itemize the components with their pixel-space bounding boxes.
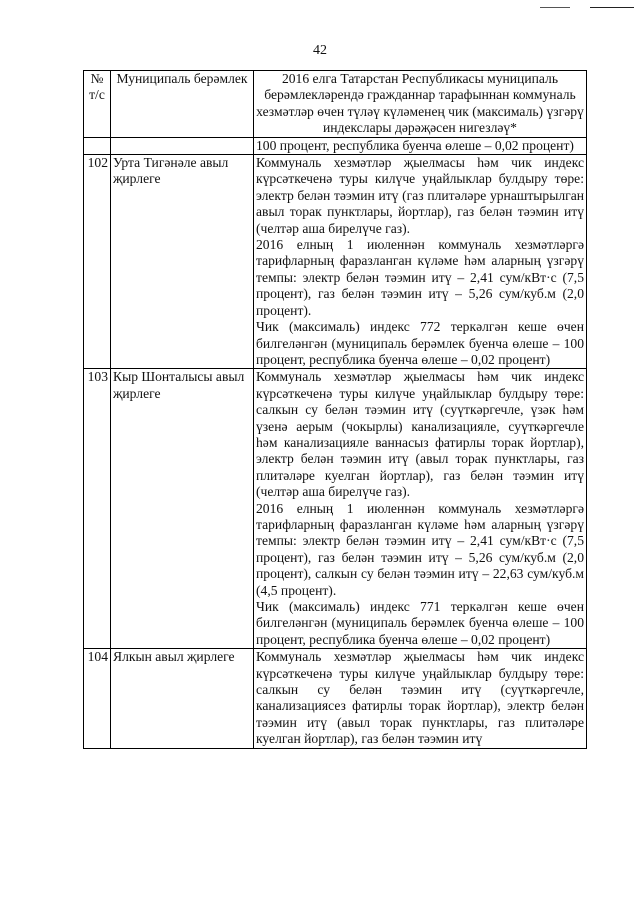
cell-continuation-text: 100 процент, республика буенча өлеше – 0,02 процент) — [254, 137, 587, 154]
cell-description — [254, 155, 587, 369]
cell-description — [254, 369, 587, 649]
header-description: 2016 елга Татарстан Республикасы муниципаль берәмлекләрендә гражданнар тарафыннан коммуналь хезмәтләр өчен түләү күләменең чик (максималь) үзгәрү индекслары дәрәҗәсен нигезләү* — [254, 71, 587, 138]
header-municipality: Муниципаль берәмлек — [111, 71, 254, 138]
tariff-index-table — [83, 70, 587, 749]
table-row — [84, 369, 587, 649]
cell-description — [254, 649, 587, 748]
cell-num: 104 — [84, 649, 111, 748]
scan-edge-line-short — [540, 7, 570, 8]
cell-municipality: Урта Тигәнәле авыл җирлеге — [111, 155, 254, 369]
paragraph-comfort-type: Коммуналь хезмәтләр җыелмасы һәм чик индекс күрсәткеченә туры килүче уңайлыклар булдыру төре: электр белән тәэмин итү (газ плитәләре урнаштырылган авыл торак пунктлары, йортлар), газ белән тәэмин итү (челтәр аша бирелүче газ). — [256, 155, 584, 236]
table-row — [84, 649, 587, 748]
cell-municipality: Кыр Шонталысы авыл җирлеге — [111, 369, 254, 649]
paragraph-tariffs: 2016 елның 1 июленнән коммуналь хезмәтләргә тарифларның фаразланган күләме һәм аларның үзгәрү темпы: электр белән тәэмин итү – 2,41 сум/кВт·с (7,5 процент), газ белән тәэмин итү – 5,26 сум/куб.м (2,0 процент). — [256, 237, 584, 318]
cell-num: 103 — [84, 369, 111, 649]
paragraph-comfort-type: Коммуналь хезмәтләр җыелмасы һәм чик индекс күрсәткеченә туры килүче уңайлыклар булдыру төре: салкын су белән тәэмин итү (суүткәргечле, үзәк һәм үзенә аерым (чокырлы) канализацияле, суүткәргечле һәм канализацияле ваннасыз фатирлы торак йортлар), электр белән тәэмин итү (авыл торак пунктлары, газ плитәләре куелган йортлар), газ белән тәэмин итү (челтәр аша бирелүче газ). — [256, 369, 584, 500]
cell-num: 102 — [84, 155, 111, 369]
table-header-row — [84, 71, 587, 138]
table-row — [84, 155, 587, 369]
cell-municipality: Ялкын авыл җирлеге — [111, 649, 254, 748]
paragraph-tariffs: 2016 елның 1 июленнән коммуналь хезмәтләргә тарифларның фаразланган күләме һәм аларның үзгәрү темпы: электр белән тәэмин итү – 2,41 сум/кВт·с (7,5 процент), газ белән тәэмин итү – 5,26 сум/куб.м (2,0 процент), салкын су белән тәэмин итү – 22,63 сум/куб.м (4,5 процент). — [256, 500, 584, 598]
cell-num-empty — [84, 137, 111, 154]
table-row-continuation — [84, 137, 587, 154]
scan-edge-line — [590, 7, 634, 8]
page-number: 42 — [313, 43, 327, 58]
paragraph-comfort-type: Коммуналь хезмәтләр җыелмасы һәм чик индекс күрсәткеченә туры килүче уңайлыклар булдыру төре: салкын су белән тәэмин итү (суүткәргечле, канализациясез фатирлы торак йортлар), электр белән тәэмин итү (авыл торак пунктлары, газ плитәләре куелган йортлар), газ белән тәэмин итү — [256, 649, 584, 747]
paragraph-index: Чик (максималь) индекс 772 теркәлгән кеше өчен билгеләнгән (муниципаль берәмлек буенча өлеше – 100 процент, республика буенча өлеше – 0,02 процент) — [256, 319, 584, 367]
cell-municipality-empty — [111, 137, 254, 154]
header-num: № т/с — [84, 71, 111, 138]
paragraph-index: Чик (максималь) индекс 771 теркәлгән кеше өчен билгеләнгән (муниципаль берәмлек буенча өлеше – 100 процент, республика буенча өлеше – 0,02 процент) — [256, 599, 584, 647]
